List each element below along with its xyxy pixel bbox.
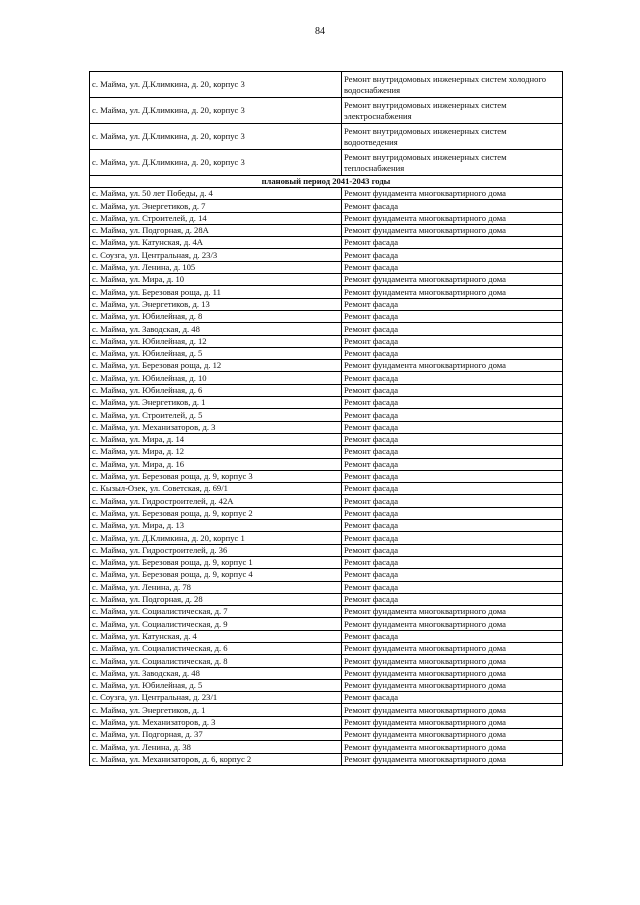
work-type-cell: Ремонт фасада (342, 421, 563, 433)
address-cell: с. Майма, ул. Социалистическая, д. 8 (90, 655, 342, 667)
work-type-cell: Ремонт фундамента многоквартирного дома (342, 716, 563, 728)
work-type-cell: Ремонт фасада (342, 433, 563, 445)
address-cell: с. Майма, ул. Гидростроителей, д. 42А (90, 495, 342, 507)
work-type-cell: Ремонт фундамента многоквартирного дома (342, 679, 563, 691)
table-row (90, 470, 563, 482)
work-type-cell: Ремонт фасада (342, 470, 563, 482)
work-type-cell: Ремонт фасада (342, 310, 563, 322)
work-type-cell: Ремонт фасада (342, 569, 563, 581)
address-cell: с. Майма, ул. Механизаторов, д. 3 (90, 716, 342, 728)
address-cell: с. Майма, ул. Мира, д. 13 (90, 520, 342, 532)
address-cell: с. Майма, ул. Социалистическая, д. 7 (90, 606, 342, 618)
table-row (90, 286, 563, 298)
address-cell: с. Майма, ул. Механизаторов, д. 3 (90, 421, 342, 433)
table-row (90, 261, 563, 273)
address-cell: с. Майма, ул. Юбилейная, д. 5 (90, 679, 342, 691)
address-cell: с. Майма, ул. Социалистическая, д. 9 (90, 618, 342, 630)
table-row (90, 446, 563, 458)
work-type-cell: Ремонт фасада (342, 261, 563, 273)
section-title: плановый период 2041-2043 годы (90, 176, 563, 188)
table-row (90, 692, 563, 704)
work-type-cell: Ремонт фундамента многоквартирного дома (342, 212, 563, 224)
address-cell: с. Майма, ул. Березовая роща, д. 9, корпус 3 (90, 470, 342, 482)
address-cell: с. Майма, ул. Ленина, д. 78 (90, 581, 342, 593)
section-header-row (90, 176, 563, 188)
work-type-cell: Ремонт фундамента многоквартирного дома (342, 704, 563, 716)
table-row (90, 704, 563, 716)
address-cell: с. Соузга, ул. Центральная, д. 23/3 (90, 249, 342, 261)
work-type-cell: Ремонт фундамента многоквартирного дома (342, 188, 563, 200)
work-type-cell: Ремонт фасада (342, 397, 563, 409)
work-type-cell: Ремонт фасада (342, 200, 563, 212)
table-row (90, 716, 563, 728)
address-cell: с. Соузга, ул. Центральная, д. 23/1 (90, 692, 342, 704)
table-row (90, 753, 563, 765)
page-number: 84 (315, 26, 325, 37)
table-row (90, 98, 563, 124)
address-cell: с. Майма, ул. Энергетиков, д. 13 (90, 298, 342, 310)
table-row (90, 606, 563, 618)
table-row (90, 544, 563, 556)
address-cell: с. Майма, ул. Мира, д. 12 (90, 446, 342, 458)
work-type-cell: Ремонт фундамента многоквартирного дома (342, 667, 563, 679)
address-cell: с. Майма, ул. Юбилейная, д. 8 (90, 310, 342, 322)
work-type-cell: Ремонт фасада (342, 544, 563, 556)
address-cell: с. Майма, ул. Юбилейная, д. 6 (90, 384, 342, 396)
address-cell: с. Майма, ул. Социалистическая, д. 6 (90, 642, 342, 654)
address-cell: с. Кызыл-Озек, ул. Советская, д. 69/1 (90, 483, 342, 495)
work-type-cell: Ремонт фундамента многоквартирного дома (342, 618, 563, 630)
table-row (90, 655, 563, 667)
table-row (90, 188, 563, 200)
address-cell: с. Майма, ул. Катунская, д. 4 (90, 630, 342, 642)
table-row (90, 124, 563, 150)
table-row (90, 310, 563, 322)
table-row (90, 150, 563, 176)
work-type-cell: Ремонт фасада (342, 372, 563, 384)
address-cell: с. Майма, ул. Строителей, д. 5 (90, 409, 342, 421)
table-row (90, 618, 563, 630)
work-type-cell: Ремонт внутридомовых инженерных систем электроснабжения (342, 98, 563, 124)
table-row (90, 741, 563, 753)
work-type-cell: Ремонт фасада (342, 409, 563, 421)
address-cell: с. Майма, ул. Заводская, д. 48 (90, 667, 342, 679)
address-cell: с. Майма, ул. Березовая роща, д. 9, корпус 1 (90, 556, 342, 568)
work-type-cell: Ремонт фасада (342, 249, 563, 261)
address-cell: с. Майма, ул. Юбилейная, д. 5 (90, 347, 342, 359)
work-type-cell: Ремонт фасада (342, 692, 563, 704)
address-cell: с. Майма, ул. 50 лет Победы, д. 4 (90, 188, 342, 200)
table-row (90, 532, 563, 544)
work-type-cell: Ремонт фундамента многоквартирного дома (342, 224, 563, 236)
address-cell: с. Майма, ул. Мира, д. 10 (90, 274, 342, 286)
address-cell: с. Майма, ул. Заводская, д. 48 (90, 323, 342, 335)
table-row (90, 323, 563, 335)
table-row (90, 421, 563, 433)
work-type-cell: Ремонт фундамента многоквартирного дома (342, 729, 563, 741)
work-type-cell: Ремонт фасада (342, 556, 563, 568)
address-cell: с. Майма, ул. Д.Климкина, д. 20, корпус 3 (90, 150, 342, 176)
work-type-cell: Ремонт фасада (342, 347, 563, 359)
table-row (90, 507, 563, 519)
table-row (90, 360, 563, 372)
work-type-cell: Ремонт внутридомовых инженерных систем холодного водоснабжения (342, 72, 563, 98)
address-cell: с. Майма, ул. Гидростроителей, д. 36 (90, 544, 342, 556)
work-type-cell: Ремонт фундамента многоквартирного дома (342, 360, 563, 372)
table-row (90, 630, 563, 642)
address-cell: с. Майма, ул. Юбилейная, д. 12 (90, 335, 342, 347)
work-type-cell: Ремонт фундамента многоквартирного дома (342, 753, 563, 765)
address-cell: с. Майма, ул. Березовая роща, д. 9, корпус 2 (90, 507, 342, 519)
table-row (90, 593, 563, 605)
address-cell: с. Майма, ул. Мира, д. 16 (90, 458, 342, 470)
work-type-cell: Ремонт фасада (342, 507, 563, 519)
table-row (90, 569, 563, 581)
address-cell: с. Майма, ул. Подгорная, д. 28 (90, 593, 342, 605)
work-type-cell: Ремонт фасада (342, 483, 563, 495)
work-type-cell: Ремонт фасада (342, 520, 563, 532)
table-row (90, 200, 563, 212)
table-row (90, 347, 563, 359)
table-row (90, 483, 563, 495)
address-cell: с. Майма, ул. Березовая роща, д. 9, корпус 4 (90, 569, 342, 581)
table-row (90, 409, 563, 421)
address-cell: с. Майма, ул. Механизаторов, д. 6, корпус 2 (90, 753, 342, 765)
address-cell: с. Майма, ул. Подгорная, д. 37 (90, 729, 342, 741)
table-row (90, 298, 563, 310)
address-cell: с. Майма, ул. Мира, д. 14 (90, 433, 342, 445)
work-type-cell: Ремонт фундамента многоквартирного дома (342, 741, 563, 753)
table-row (90, 72, 563, 98)
work-type-cell: Ремонт фасада (342, 532, 563, 544)
address-cell: с. Майма, ул. Энергетиков, д. 1 (90, 704, 342, 716)
work-type-cell: Ремонт фундамента многоквартирного дома (342, 655, 563, 667)
table-row (90, 212, 563, 224)
work-type-cell: Ремонт фундамента многоквартирного дома (342, 286, 563, 298)
address-cell: с. Майма, ул. Д.Климкина, д. 20, корпус 3 (90, 72, 342, 98)
table-row (90, 274, 563, 286)
work-type-cell: Ремонт фундамента многоквартирного дома (342, 274, 563, 286)
table-row (90, 224, 563, 236)
address-cell: с. Майма, ул. Ленина, д. 38 (90, 741, 342, 753)
work-type-cell: Ремонт фасада (342, 446, 563, 458)
table-row (90, 397, 563, 409)
address-cell: с. Майма, ул. Д.Климкина, д. 20, корпус 3 (90, 124, 342, 150)
work-type-cell: Ремонт фасада (342, 384, 563, 396)
table-row (90, 237, 563, 249)
work-type-cell: Ремонт фасада (342, 495, 563, 507)
table-row (90, 520, 563, 532)
work-type-cell: Ремонт внутридомовых инженерных систем теплоснабжения (342, 150, 563, 176)
address-cell: с. Майма, ул. Строителей, д. 14 (90, 212, 342, 224)
work-type-cell: Ремонт фасада (342, 237, 563, 249)
table-row (90, 679, 563, 691)
address-cell: с. Майма, ул. Энергетиков, д. 7 (90, 200, 342, 212)
table-row (90, 556, 563, 568)
table-body (90, 72, 563, 766)
work-type-cell: Ремонт фасада (342, 630, 563, 642)
work-type-cell: Ремонт фасада (342, 298, 563, 310)
work-type-cell: Ремонт фундамента многоквартирного дома (342, 642, 563, 654)
table-row (90, 729, 563, 741)
table-row (90, 384, 563, 396)
table-row (90, 495, 563, 507)
table-row (90, 581, 563, 593)
work-type-cell: Ремонт фасада (342, 458, 563, 470)
address-cell: с. Майма, ул. Подгорная, д. 28А (90, 224, 342, 236)
repair-schedule-table (89, 71, 563, 766)
address-cell: с. Майма, ул. Березовая роща, д. 12 (90, 360, 342, 372)
table-row (90, 642, 563, 654)
table-row (90, 667, 563, 679)
address-cell: с. Майма, ул. Д.Климкина, д. 20, корпус 3 (90, 98, 342, 124)
address-cell: с. Майма, ул. Д.Климкина, д. 20, корпус 1 (90, 532, 342, 544)
work-type-cell: Ремонт фасада (342, 581, 563, 593)
address-cell: с. Майма, ул. Энергетиков, д. 1 (90, 397, 342, 409)
table-row (90, 458, 563, 470)
address-cell: с. Майма, ул. Ленина, д. 105 (90, 261, 342, 273)
table-row (90, 335, 563, 347)
address-cell: с. Майма, ул. Катунская, д. 4А (90, 237, 342, 249)
work-type-cell: Ремонт фасада (342, 593, 563, 605)
address-cell: с. Майма, ул. Березовая роща, д. 11 (90, 286, 342, 298)
table-row (90, 249, 563, 261)
work-type-cell: Ремонт фасада (342, 335, 563, 347)
work-type-cell: Ремонт фасада (342, 323, 563, 335)
work-type-cell: Ремонт фундамента многоквартирного дома (342, 606, 563, 618)
table-row (90, 372, 563, 384)
address-cell: с. Майма, ул. Юбилейная, д. 10 (90, 372, 342, 384)
table-row (90, 433, 563, 445)
work-type-cell: Ремонт внутридомовых инженерных систем водоотведения (342, 124, 563, 150)
